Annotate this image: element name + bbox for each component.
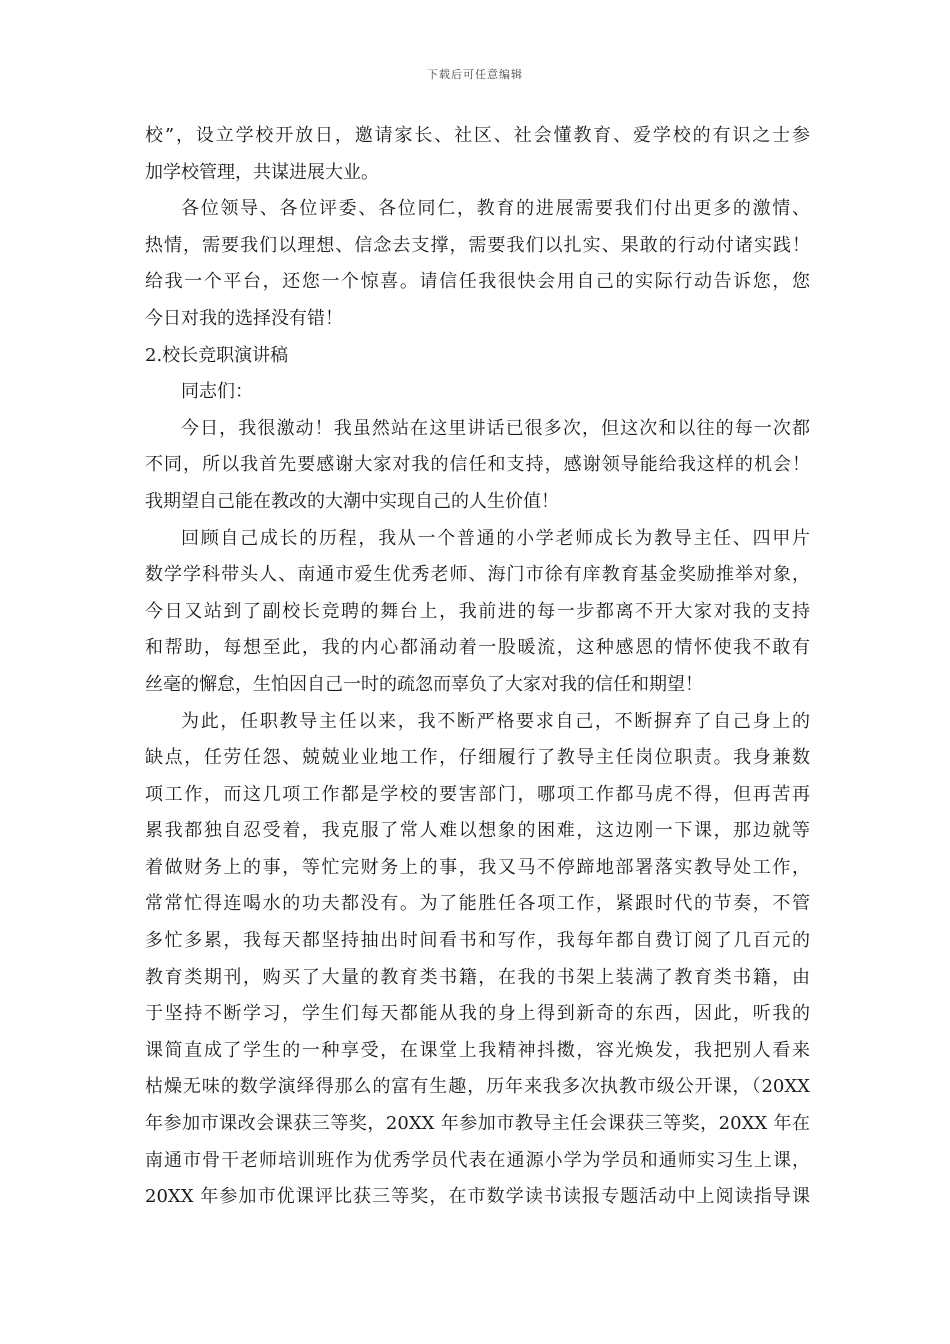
text-line: 累我都独自忍受着，我克服了常人难以想象的困难，这边刚一下课，那边就等 — [145, 820, 810, 842]
text-line: 多忙多累，我每天都坚持抽出时间看书和写作，我每年都自费订阅了几百元的 — [145, 930, 810, 952]
text-line: 和帮助，每想至此，我的内心都涌动着一股暖流，这种感恩的情怀使我不敢有 — [145, 637, 810, 659]
text-line: 加学校管理，共谋进展大业。 — [145, 161, 379, 183]
text-line: 20XX 年参加市优课评比获三等奖，在市数学读书读报专题活动中上阅读指导课 — [145, 1186, 810, 1208]
text-line: 缺点，任劳任怨、兢兢业业地工作，仔细履行了教导主任岗位职责。我身兼数 — [145, 747, 810, 769]
text-line: 年参加市课改会课获三等奖，20XX 年参加市教导主任会课获三等奖，20XX 年在 — [145, 1113, 810, 1135]
text-line: 不同，所以我首先要感谢大家对我的信任和支持，感谢领导能给我这样的机会！ — [145, 454, 810, 476]
text-line: 丝毫的懈怠，生怕因自己一时的疏忽而辜负了大家对我的信任和期望！ — [145, 673, 703, 695]
text-line: 2.校长竞职演讲稿 — [145, 344, 289, 366]
text-line: 回顾自己成长的历程，我从一个普通的小学老师成长为教导主任、四甲片 — [181, 527, 810, 549]
text-line: 今日又站到了副校长竞聘的舞台上，我前进的每一步都离不开大家对我的支持 — [145, 600, 810, 622]
page-header: 下载后可任意编辑 — [427, 68, 523, 81]
text-line: 给我一个平台，还您一个惊喜。请信任我很快会用自己的实际行动告诉您，您 — [145, 271, 810, 293]
text-line: 南通市骨干老师培训班作为优秀学员代表在通源小学为学员和通师实习生上课， — [145, 1149, 810, 1171]
text-line: 今日，我很激动！我虽然站在这里讲话已很多次，但这次和以往的每一次都 — [181, 417, 810, 439]
text-line: 常常忙得连喝水的功夫都没有。为了能胜任各项工作，紧跟时代的节奏，不管 — [145, 893, 810, 915]
text-line: 今日对我的选择没有错！ — [145, 307, 343, 329]
text-line: 项工作，而这几项工作都是学校的要害部门，哪项工作都马虎不得，但再苦再 — [145, 783, 810, 805]
text-line: 于坚持不断学习，学生们每天都能从我的身上得到新奇的东西，因此，听我的 — [145, 1003, 810, 1025]
text-line: 数学学科带头人、南通市爱生优秀老师、海门市徐有庠教育基金奖励推举对象， — [145, 564, 810, 586]
text-line: 各位领导、各位评委、各位同仁，教育的进展需要我们付出更多的激情、 — [181, 198, 810, 220]
text-line: 教育类期刊，购买了大量的教育类书籍，在我的书架上装满了教育类书籍，由 — [145, 966, 810, 988]
text-line: 着做财务上的事，等忙完财务上的事，我又马不停蹄地部署落实教导处工作， — [145, 856, 810, 878]
text-line: 校”，设立学校开放日，邀请家长、社区、社会懂教育、爱学校的有识之士参 — [145, 125, 810, 146]
document-body — [145, 118, 810, 1216]
text-line: 我期望自己能在教改的大潮中实现自己的人生价值！ — [145, 490, 559, 512]
text-line: 热情，需要我们以理想、信念去支撑，需要我们以扎实、果敢的行动付诸实践！ — [145, 234, 810, 256]
text-line: 课简直成了学生的一种享受，在课堂上我精神抖擞，容光焕发，我把别人看来 — [145, 1039, 810, 1061]
text-line: 为此，任职教导主任以来，我不断严格要求自己，不断摒弃了自己身上的 — [181, 710, 810, 732]
text-line: 枯燥无味的数学演绎得那么的富有生趣，历年来我多次执教市级公开课，（20XX — [145, 1076, 810, 1098]
text-line: 同志们： — [181, 381, 253, 403]
